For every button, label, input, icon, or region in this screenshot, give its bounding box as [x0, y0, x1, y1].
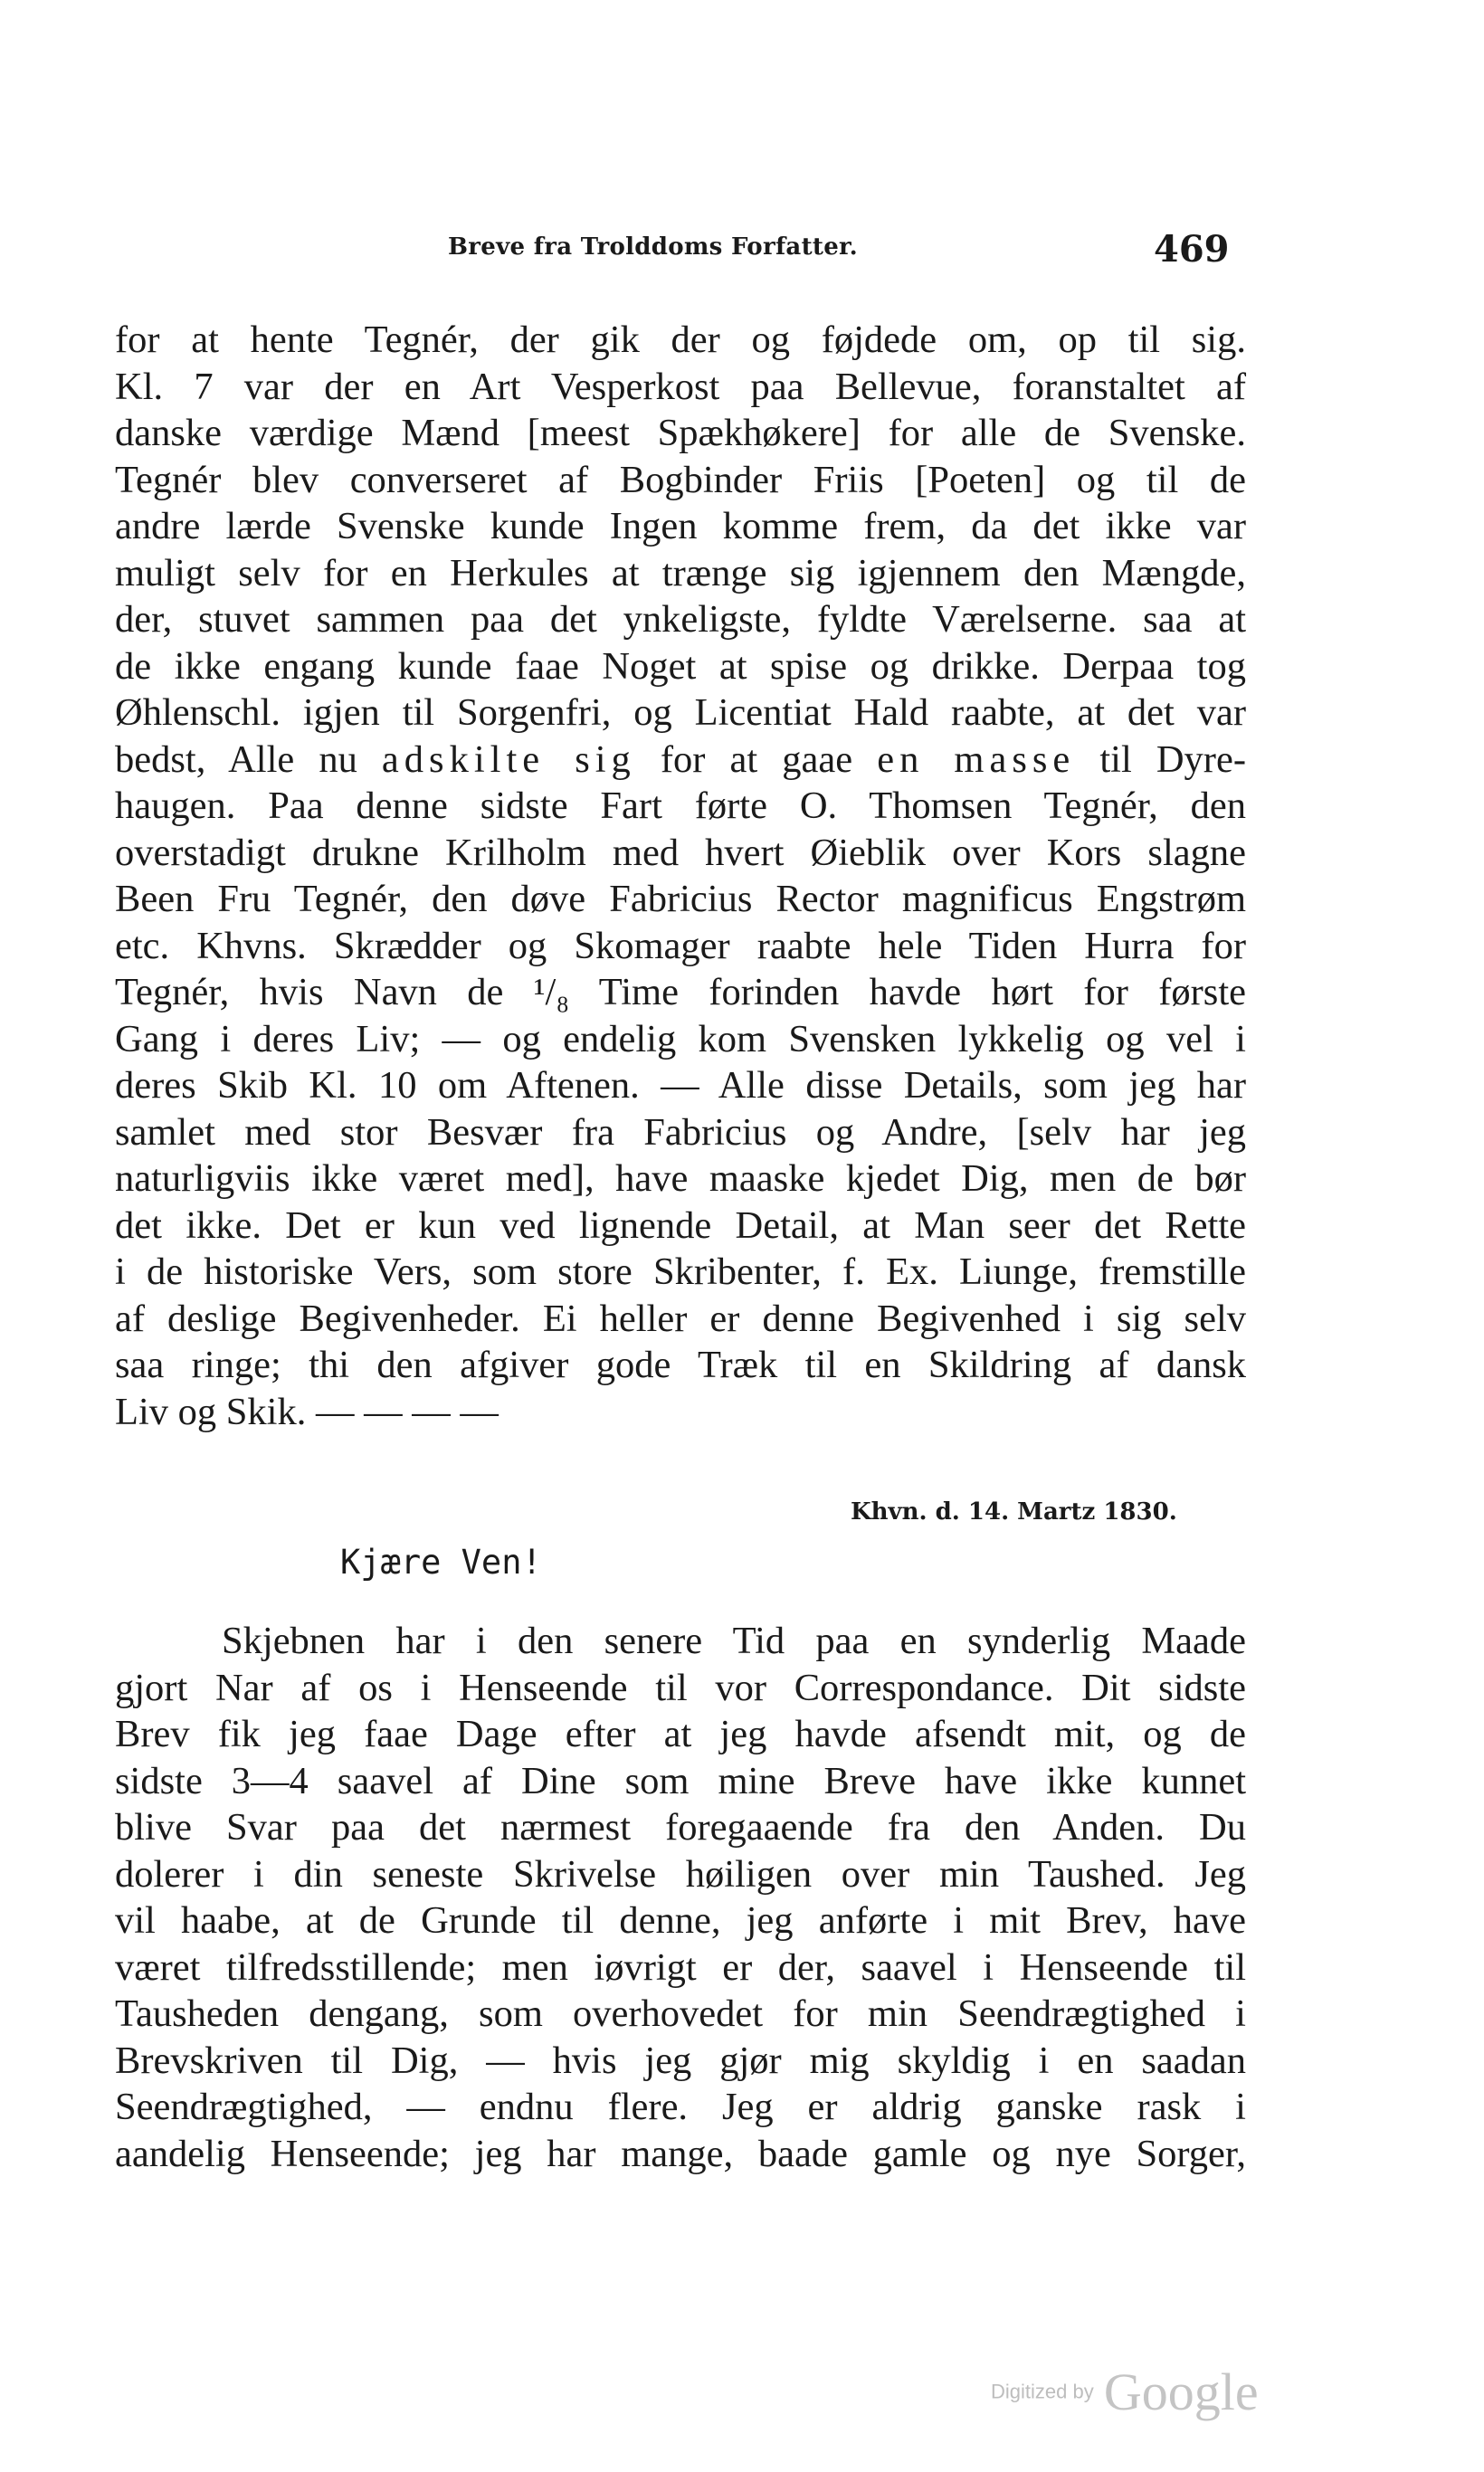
text-line: blive Svar paa det nærmest foregaaende fra den Anden. Du: [115, 1806, 1246, 1849]
text-line: af deslige Begivenheder. Ei heller er denne Begivenhed i sig selv: [115, 1297, 1246, 1340]
text-line: haugen. Paa denne sidste Fart førte O. Thomsen Tegnér, den: [115, 784, 1246, 827]
text-line: sidste 3—4 saavel af Dine som mine Breve have ikke kunnet: [115, 1759, 1246, 1802]
text-line: Øhlenschl. igjen til Sorgenfri, og Licentiat Hald raabte, at det var: [115, 691, 1246, 734]
text-line: deres Skib Kl. 10 om Aftenen. — Alle disse Details, som jeg har: [115, 1064, 1246, 1107]
text-line: Seendrægtighed, — endnu flere. Jeg er aldrig ganske rask i: [115, 2086, 1246, 2128]
text-line: Tegnér, hvis Navn de ¹/₈ Time forinden havde hørt for første: [115, 971, 1246, 1013]
paragraph-continuation: [115, 317, 1246, 1435]
text-line: muligt selv for en Herkules at trænge sig igjennem den Mængde,: [115, 551, 1246, 594]
text-run: til Dyre-: [1075, 737, 1246, 781]
text-line: andre lærde Svenske kunde Ingen komme frem, da det ikke var: [115, 505, 1246, 547]
text-line: samlet med stor Besvær fra Fabricius og Andre, [selv har jeg: [115, 1110, 1246, 1154]
text-line-spaced: [115, 737, 1246, 784]
text-line: gjort Nar af os i Henseende til vor Correspondance. Dit sidste: [115, 1666, 1246, 1709]
letter-salutation: Kjære Ven!: [340, 1543, 542, 1582]
text-line: Skjebnen har i den senere Tid paa en synderlig Maade: [222, 1620, 1246, 1662]
text-line: overstadigt drukne Krilholm med hvert Øieblik over Kors slagne: [115, 831, 1246, 874]
text-run: bedst, Alle nu: [115, 737, 382, 781]
text-line: Liv og Skik. — — — —: [115, 1390, 499, 1433]
text-line: saa ringe; thi den afgiver gode Træk til en Skildring af dansk: [115, 1344, 1246, 1386]
text-line: Tausheden dengang, som overhovedet for min Seendrægtighed i: [115, 1992, 1246, 2035]
text-line: naturligviis ikke været med], have maaske kjedet Dig, men de bør: [115, 1157, 1246, 1200]
text-line: etc. Khvns. Skrædder og Skomager raabte hele Tiden Hurra for: [115, 924, 1246, 967]
text-line: danske værdige Mænd [meest Spækhøkere] for alle de Svenske.: [115, 412, 1246, 454]
text-line: Been Fru Tegnér, den døve Fabricius Rector magnificus Engstrøm: [115, 878, 1246, 920]
emphasis-spaced: en masse: [877, 737, 1076, 781]
text-run: for at gaae: [635, 737, 878, 781]
text-line: i de historiske Vers, som store Skribenter, f. Ex. Liunge, fremstille: [115, 1250, 1246, 1293]
digitized-label: Digitized by: [991, 2380, 1094, 2403]
text-line: aandelig Henseende; jeg har mange, baade gamle og nye Sorger,: [115, 2132, 1246, 2175]
text-line: Gang i deres Liv; — og endelig kom Svensken lykkelig og vel i: [115, 1017, 1246, 1060]
text-line: Tegnér blev converseret af Bogbinder Friis [Poeten] og til de: [115, 458, 1246, 501]
text-line: Brevskriven til Dig, — hvis jeg gjør mig skyldig i en saadan: [115, 2039, 1246, 2082]
letter-dateline: Khvn. d. 14. Martz 1830.: [851, 1498, 1177, 1526]
page-number: 469: [1154, 228, 1230, 271]
text-line: vil haabe, at de Grunde til denne, jeg anførte i mit Brev, have: [115, 1899, 1246, 1942]
emphasis-spaced: adskilte sig: [381, 737, 636, 781]
running-title: Breve fra Trolddoms Forfatter.: [448, 233, 859, 261]
google-logo: Google: [1103, 2363, 1259, 2421]
text-line: de ikke engang kunde faae Noget at spise og drikke. Derpaa tog: [115, 644, 1246, 688]
text-line: for at hente Tegnér, der gik der og føjdede om, op til sig.: [115, 319, 1246, 361]
text-line: været tilfredsstillende; men iøvrigt er der, saavel i Henseende til: [115, 1945, 1246, 1989]
letter-body: [115, 1618, 1246, 2177]
text-line: Kl. 7 var der en Art Vesperkost paa Bellevue, foranstaltet af: [115, 365, 1246, 408]
digitized-watermark: [991, 2362, 1259, 2422]
text-line: dolerer i din seneste Skrivelse høiligen over min Taushed. Jeg: [115, 1852, 1246, 1896]
text-line: Brev fik jeg faae Dage efter at jeg havde afsendt mit, og de: [115, 1713, 1246, 1755]
text-line: der, stuvet sammen paa det ynkeligste, fyldte Værelserne. saa at: [115, 598, 1246, 641]
text-line: det ikke. Det er kun ved lignende Detail, at Man seer det Rette: [115, 1203, 1246, 1247]
running-head: [0, 228, 1484, 273]
